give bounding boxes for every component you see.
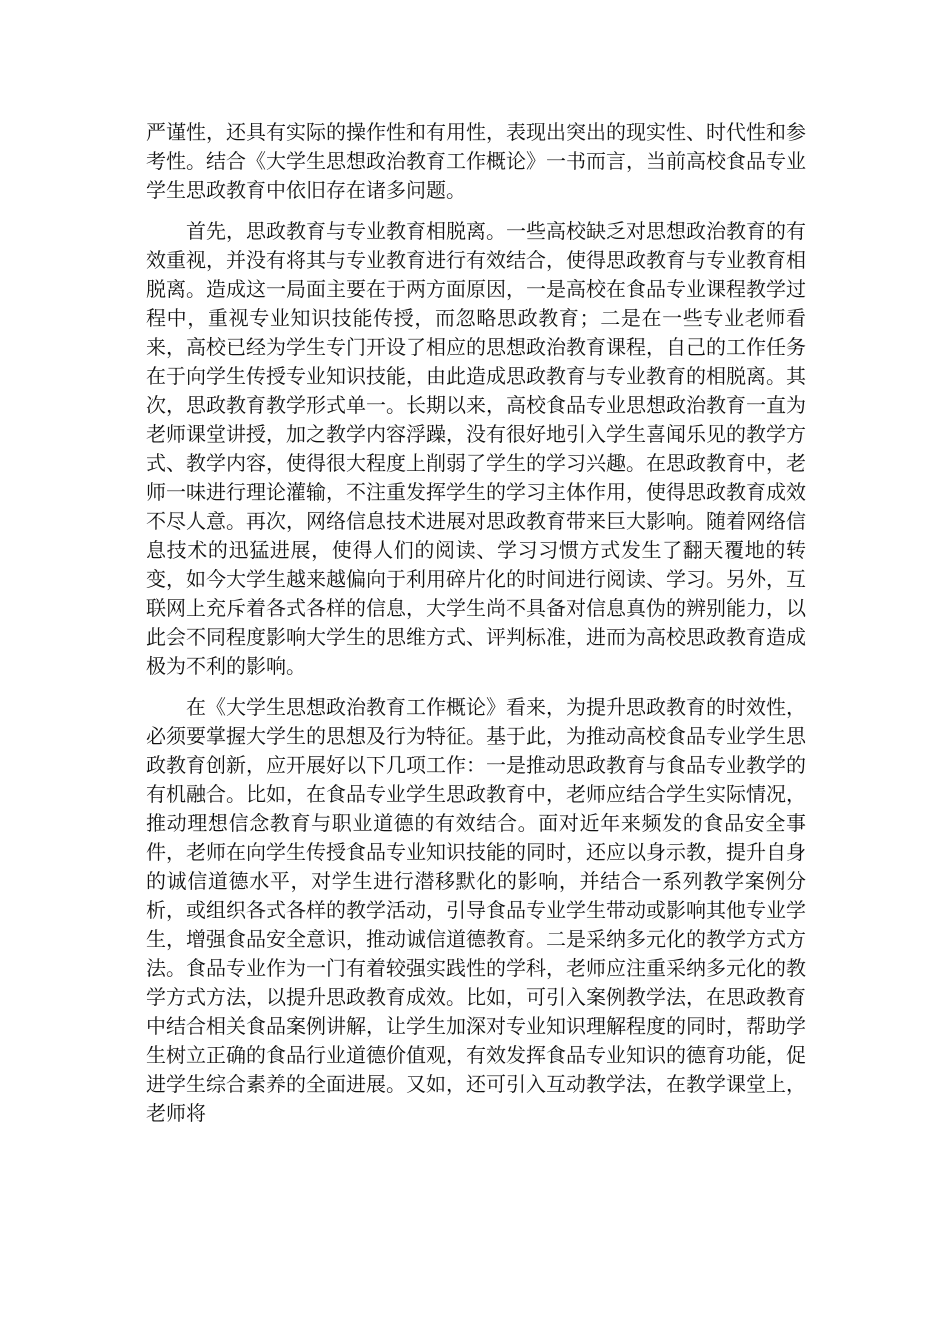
paragraph-problems: 首先，思政教育与专业教育相脱离。一些高校缺乏对思想政治教育的有效重视，并没有将其与专业教育进行有效结合，使得思政教育与专业教育相脱离。造成这一局面主要在于两方面原因，一是高校在食品专业课程教学过程中，重视专业知识技能传授，而忽略思政教育；二是在一些专业老师看来，高校已经为学生专门开设了相应的思想政治教育课程，自己的工作任务在于向学生传授专业知识技能，由此造成思政教育与专业教育的相脱离。其次，思政教育教学形式单一。长期以来，高校食品专业思想政治教育一直为老师课堂讲授，加之教学内容浮躁，没有很好地引入学生喜闻乐见的教学方式、教学内容，使得很大程度上削弱了学生的学习兴趣。在思政教育中，老师一味进行理论灌输，不注重发挥学生的学习主体作用，使得思政教育成效不尽人意。再次，网络信息技术进展对思政教育带来巨大影响。随着网络信息技术的迅猛进展，使得人们的阅读、学习习惯方式发生了翻天覆地的转变，如今大学生越来越偏向于利用碎片化的时间进行阅读、学习。另外，互联网上充斥着各式各样的信息，大学生尚不具备对信息真伪的辨别能力，以此会不同程度影响大学生的思维方式、评判标准，进而为高校思政教育造成极为不利的影响。 (146, 219, 806, 678)
paragraph-solutions: 在《大学生思想政治教育工作概论》看来，为提升思政教育的时效性，必须要掌握大学生的思想及行为特征。基于此，为推动高校食品专业学生思政教育创新，应开展好以下几项工作：一是推动思政教育与食品专业教学的有机融合。比如，在食品专业学生思政教育中，老师应结合学生实际情况，推动理想信念教育与职业道德的有效结合。面对近年来频发的食品安全事件，老师在向学生传授食品专业知识技能的同时，还应以身示教，提升自身的诚信道德水平，对学生进行潜移默化的影响，并结合一系列教学案例分析，或组织各式各样的教学活动，引导食品专业学生带动或影响其他专业学生，增强食品安全意识，推动诚信道德教育。二是采纳多元化的教学方式方法。食品专业作为一门有着较强实践性的学科，老师应注重采纳多元化的教学方式方法，以提升思政教育成效。比如，可引入案例教学法，在思政教育中结合相关食品案例讲解，让学生加深对专业知识理解程度的同时，帮助学生树立正确的食品行业道德价值观，有效发挥食品专业知识的德育功能，促进学生综合素养的全面进展。又如，还可引入互动教学法，在教学课堂上，老师将 (146, 695, 806, 1125)
paragraph-continuation: 严谨性，还具有实际的操作性和有用性，表现出突出的现实性、时代性和参考性。结合《大学生思想政治教育工作概论》一书而言，当前高校食品专业学生思政教育中依旧存在诸多问题。 (146, 120, 806, 202)
document-page (146, 118, 806, 1140)
